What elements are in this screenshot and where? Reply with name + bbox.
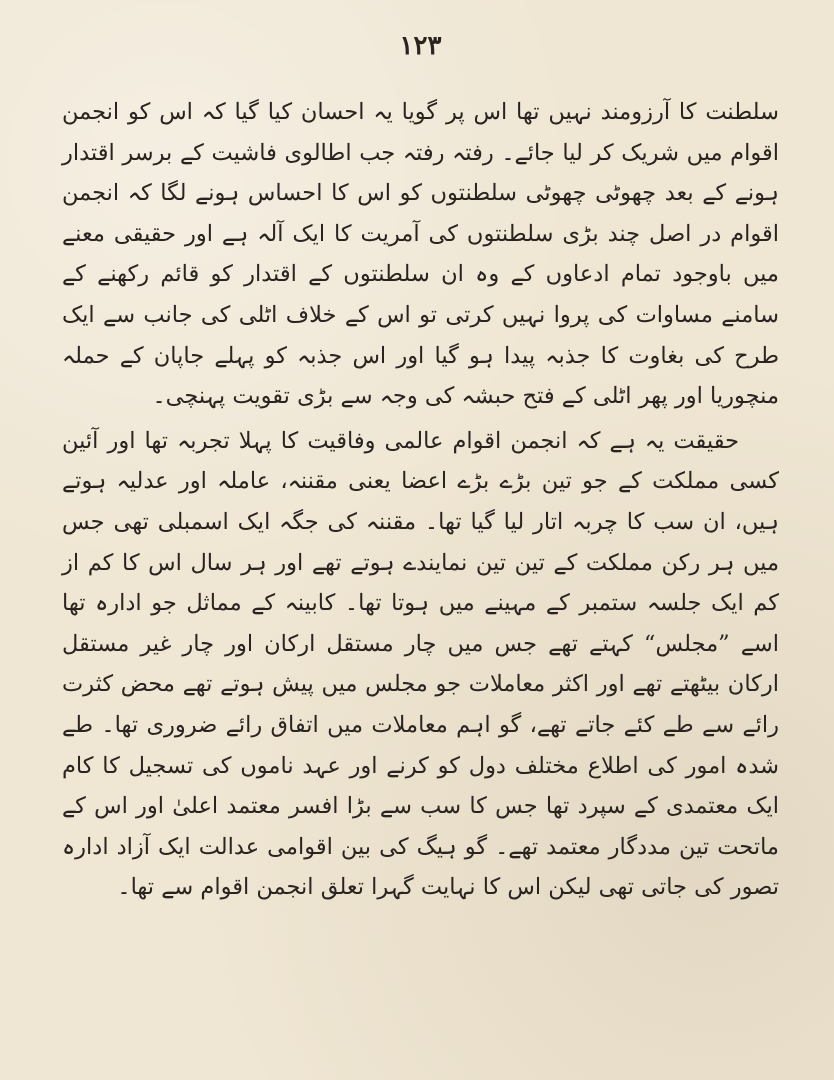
page-number: ۱۲۳: [399, 31, 442, 61]
page-body-text: [62, 92, 779, 908]
paragraph-1: سلطنت کا آرزومند نہیں تھا اس پر گویا یہ احسان کیا گیا کہ اس کو انجمن اقوام میں شریک کر لیا جائے۔ رفتہ رفتہ جب اطالوی فاشیت کے برسر اقتدار ہونے کے بعد چھوٹی چھوٹی سلطنتوں کو اس کا احساس ہونے لگا کہ انجمن اقوام در اصل چند بڑی سلطنتوں کی آمریت کا ایک آلہ ہے اور حقیقی معنے میں باوجود تمام ادعاوں کے وہ ان سلطنتوں کے اقتدار کو قائم رکھنے کے سامنے مساوات کی پروا نہیں کرتی تو اس کے خلاف اٹلی کی جانب سے ایک طرح کی بغاوت کا جذبہ پیدا ہو گیا اور اس جذبہ کو پہلے جاپان کے حملہ منچوریا اور پھر اٹلی کے فتح حبشہ کی وجہ سے بڑی تقویت پہنچی۔: [62, 99, 779, 410]
paragraph-2: حقیقت یہ ہے کہ انجمن اقوام عالمی وفاقیت کا پہلا تجربہ تھا اور آئین کسی مملکت کے جو تین بڑے بڑے اعضا یعنی مقننہ، عاملہ اور عدلیہ ہوتے ہیں، ان سب کا چربہ اتار لیا گیا تھا۔ مقننہ کی جگہ ایک اسمبلی تھی جس میں ہر رکن مملکت کے تین تین نمایندے ہوتے تھے اور ہر سال اس کا کم از کم ایک جلسہ ستمبر کے مہینے میں ہوتا تھا۔ کابینہ کے مماثل جو ادارہ تھا اسے ”مجلس“ کہتے تھے جس میں چار مستقل ارکان اور چار غیر مستقل ارکان بیٹھتے تھے اور اکثر معاملات جو مجلس میں پیش ہوتے تھے محض کثرت رائے سے طے کئے جاتے تھے، گو اہم معاملات میں اتفاق رائے ضروری تھا۔ طے شدہ امور کی اطلاع مختلف دول کو کرنے اور عہد ناموں کی تسجیل کا کام ایک معتمدی کے سپرد تھا جس کا سب سے بڑا افسر معتمد اعلیٰ اور اس کے ماتحت تین مددگار معتمد تھے۔ گو ہیگ کی بین اقوامی عدالت ایک آزاد ادارہ تصور کی جاتی تھی لیکن اس کا نہایت گہرا تعلق انجمن اقوام سے تھا۔: [62, 427, 779, 901]
